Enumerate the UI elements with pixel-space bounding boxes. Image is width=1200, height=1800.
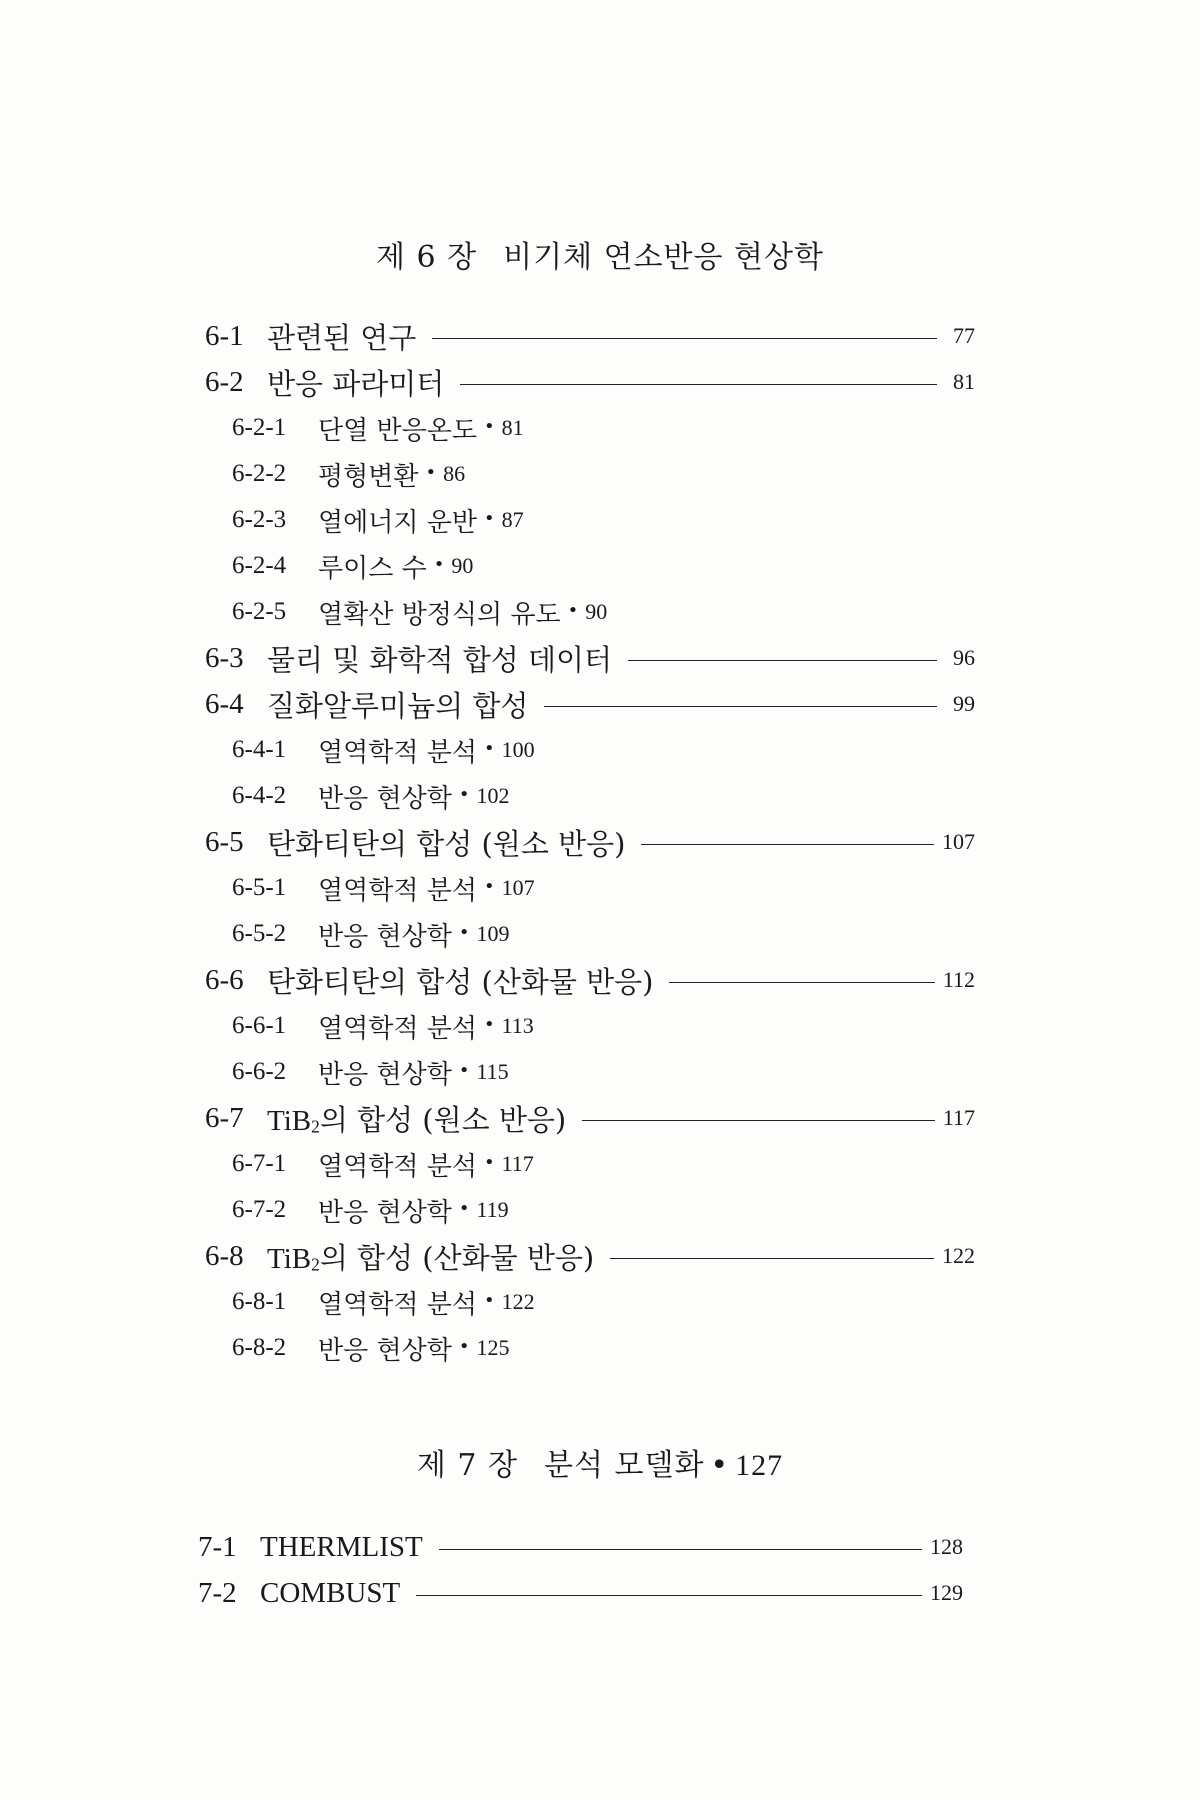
entry-page: 81 [953, 369, 975, 394]
dot-leader [582, 1120, 935, 1121]
entry-page: 99 [953, 691, 975, 716]
entry-number: 6-4-2 [232, 782, 287, 809]
bullet-separator: • [710, 1448, 730, 1483]
entry-number: 6-8-1 [232, 1288, 287, 1315]
entry-page: 115 [476, 1059, 509, 1084]
bullet-separator: • [458, 1335, 470, 1357]
toc-entry-6-5[interactable] [205, 822, 975, 862]
entry-page: 117 [942, 1105, 975, 1130]
entry-number: 7-2 [198, 1576, 237, 1609]
entry-title: 평형변환 [318, 461, 419, 492]
entry-number: 6-3 [205, 641, 244, 674]
entry-title: 탄화티탄의 합성 (산화물 반응) [267, 964, 654, 999]
bullet-separator: • [458, 783, 470, 805]
entry-title: 반응 파라미터 [267, 366, 445, 401]
chapter-7-label: 제 7 장 [416, 1448, 518, 1483]
entry-page: 112 [942, 967, 975, 992]
entry-number: 6-6-1 [232, 1012, 287, 1039]
entry-title: 질화알루미늄의 합성 [267, 688, 529, 723]
entry-page: 102 [476, 783, 510, 808]
bullet-separator: • [458, 1059, 470, 1081]
entry-title-subscript: 2 [311, 1254, 320, 1275]
toc-entry-6-1[interactable] [205, 316, 975, 356]
entry-page: 122 [501, 1289, 535, 1314]
entry-page: 100 [501, 737, 535, 762]
toc-entry-6-3[interactable] [205, 638, 975, 678]
entry-title: 열확산 방정식의 유도 [318, 599, 561, 630]
dot-leader [641, 844, 934, 845]
entry-number: 6-2-5 [232, 598, 287, 625]
entry-number: 6-8 [205, 1239, 244, 1272]
entry-number: 7-1 [198, 1530, 237, 1563]
entry-page: 107 [942, 829, 975, 854]
toc-entry-6-8[interactable] [205, 1236, 975, 1276]
entry-page: 90 [451, 553, 474, 578]
dot-leader [628, 660, 937, 661]
entry-page: 119 [476, 1197, 509, 1222]
entry-page: 129 [930, 1580, 963, 1605]
entry-number: 6-5-1 [232, 874, 287, 901]
toc-entry-6-2-3[interactable] [232, 500, 524, 540]
entry-number: 6-6-2 [232, 1058, 287, 1085]
bullet-separator: • [483, 507, 495, 529]
bullet-separator: • [425, 461, 437, 483]
bullet-separator: • [483, 1013, 495, 1035]
entry-page: 122 [942, 1243, 975, 1268]
entry-title: 열에너지 운반 [318, 507, 477, 538]
entry-title: 열역학적 분석 [318, 1289, 477, 1320]
dot-leader [669, 982, 934, 983]
entry-title: 열역학적 분석 [318, 875, 477, 906]
entry-number: 6-7 [205, 1101, 244, 1134]
toc-entry-6-6[interactable] [205, 960, 975, 1000]
toc-entry-6-2-4[interactable] [232, 546, 473, 586]
entry-title-subscript: 2 [311, 1116, 320, 1137]
entry-number: 6-2 [205, 365, 244, 398]
toc-entry-6-8-1[interactable] [232, 1282, 535, 1322]
bullet-separator: • [483, 737, 495, 759]
chapter-6-heading [0, 232, 1200, 276]
entry-page: 109 [476, 921, 510, 946]
entry-title: 단열 반응온도 [318, 415, 477, 446]
entry-title: COMBUST [260, 1576, 401, 1609]
entry-page: 87 [501, 507, 524, 532]
toc-entry-6-2-2[interactable] [232, 454, 465, 494]
chapter-6-label: 제 6 장 [376, 240, 478, 275]
entry-title: 물리 및 화학적 합성 데이터 [267, 642, 613, 677]
entry-page: 117 [501, 1151, 534, 1176]
entry-page: 107 [501, 875, 535, 900]
dot-leader [544, 706, 937, 707]
toc-entry-6-8-2[interactable] [232, 1328, 509, 1368]
dot-leader [439, 1549, 922, 1550]
toc-entry-6-7-2[interactable] [232, 1190, 509, 1230]
entry-number: 6-6 [205, 963, 244, 996]
toc-entry-6-4[interactable] [205, 684, 975, 724]
entry-page: 77 [953, 323, 975, 348]
entry-title-formula: TiB [267, 1104, 312, 1137]
toc-entry-6-2-5[interactable] [232, 592, 607, 632]
entry-title: 반응 현상학 [318, 1335, 452, 1366]
entry-title-formula: TiB [267, 1242, 312, 1275]
entry-number: 6-2-1 [232, 414, 287, 441]
entry-title: 열역학적 분석 [318, 737, 477, 768]
entry-page: 86 [443, 461, 466, 486]
entry-page: 128 [930, 1534, 963, 1559]
entry-title: 반응 현상학 [318, 1197, 452, 1228]
chapter-7-page: 127 [735, 1449, 784, 1482]
dot-leader [432, 338, 937, 339]
bullet-separator: • [567, 599, 579, 621]
entry-title-suffix: 의 합성 (원소 반응) [319, 1102, 567, 1137]
toc-entry-6-7[interactable] [205, 1098, 975, 1138]
toc-entry-6-2[interactable] [205, 362, 975, 402]
toc-entry-6-5-1[interactable] [232, 868, 535, 908]
bullet-separator: • [483, 875, 495, 897]
bullet-separator: • [458, 921, 470, 943]
toc-entry-6-2-1[interactable] [232, 408, 524, 448]
chapter-6-title: 비기체 연소반응 현상학 [503, 240, 824, 275]
bullet-separator: • [433, 553, 445, 575]
entry-title: 관련된 연구 [267, 320, 417, 355]
entry-title: 반응 현상학 [318, 783, 452, 814]
entry-number: 6-5 [205, 825, 244, 858]
chapter-7-title: 분석 모델화 [543, 1448, 705, 1483]
entry-title: 반응 현상학 [318, 1059, 452, 1090]
entry-title [267, 1098, 566, 1139]
toc-entry-6-5-2[interactable] [232, 914, 509, 954]
toc-entry-7-1[interactable] [198, 1527, 963, 1567]
toc-entry-6-6-2[interactable] [232, 1052, 509, 1092]
bullet-separator: • [483, 1289, 495, 1311]
entry-number: 6-1 [205, 319, 244, 352]
entry-title: 열역학적 분석 [318, 1013, 477, 1044]
entry-page: 90 [585, 599, 608, 624]
entry-page: 125 [476, 1335, 510, 1360]
bullet-separator: • [458, 1197, 470, 1219]
entry-number: 6-2-2 [232, 460, 287, 487]
entry-title-suffix: 의 합성 (산화물 반응) [319, 1240, 595, 1275]
dot-leader [416, 1595, 922, 1596]
entry-title: 탄화티탄의 합성 (원소 반응) [267, 826, 626, 861]
entry-title: THERMLIST [260, 1530, 423, 1563]
toc-entry-6-6-1[interactable] [232, 1006, 534, 1046]
entry-number: 6-7-1 [232, 1150, 287, 1177]
entry-number: 6-2-4 [232, 552, 287, 579]
entry-number: 6-5-2 [232, 920, 287, 947]
chapter-7-heading [0, 1440, 1200, 1484]
bullet-separator: • [483, 1151, 495, 1173]
entry-number: 6-8-2 [232, 1334, 287, 1361]
entry-number: 6-7-2 [232, 1196, 287, 1223]
toc-entry-6-4-1[interactable] [232, 730, 535, 770]
toc-entry-6-4-2[interactable] [232, 776, 509, 816]
entry-page: 113 [501, 1013, 534, 1038]
entry-page: 96 [953, 645, 975, 670]
entry-number: 6-4 [205, 687, 244, 720]
entry-number: 6-4-1 [232, 736, 287, 763]
entry-page: 81 [501, 415, 524, 440]
entry-title [267, 1236, 594, 1277]
entry-title: 루이스 수 [318, 553, 427, 584]
toc-entry-6-7-1[interactable] [232, 1144, 534, 1184]
dot-leader [610, 1258, 934, 1259]
entry-number: 6-2-3 [232, 506, 287, 533]
toc-entry-7-2[interactable] [198, 1573, 963, 1613]
entry-title: 반응 현상학 [318, 921, 452, 952]
dot-leader [460, 384, 937, 385]
entry-title: 열역학적 분석 [318, 1151, 477, 1182]
bullet-separator: • [483, 415, 495, 437]
